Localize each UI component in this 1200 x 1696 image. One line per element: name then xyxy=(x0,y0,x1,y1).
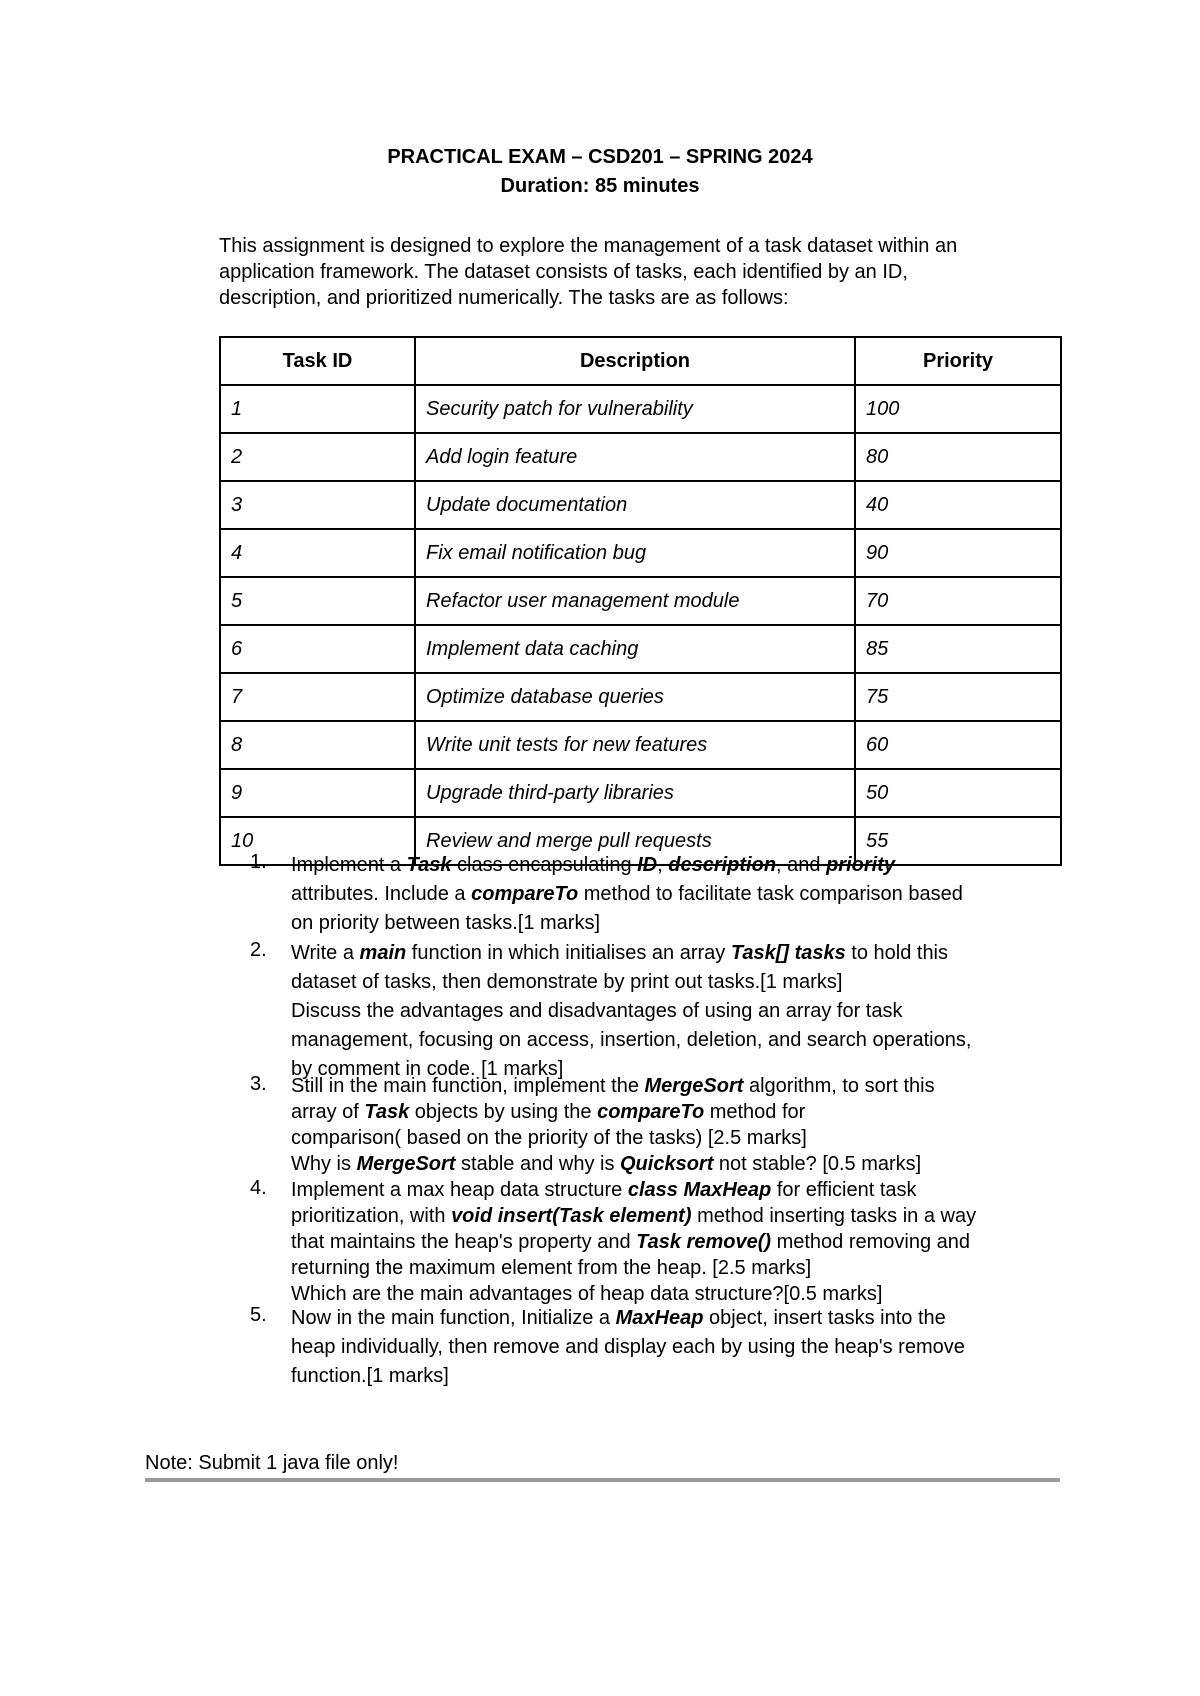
text-segment: prioritization, with xyxy=(291,1205,452,1227)
code-term: description xyxy=(668,854,777,876)
text-segment: Which are the main advantages of heap data structure?[0.5 marks] xyxy=(291,1283,883,1305)
question-line xyxy=(291,997,1091,1026)
cell-priority: 70 xyxy=(855,577,1061,625)
intro-line: This assignment is designed to explore the management of a task dataset within an xyxy=(219,235,958,257)
question-body xyxy=(291,1073,1091,1177)
text-segment: function in which initialises an array xyxy=(406,942,731,964)
code-term: Task xyxy=(364,1101,410,1123)
cell-task-id: 4 xyxy=(220,529,415,577)
text-segment: function.[1 marks] xyxy=(291,1365,449,1387)
code-term: main xyxy=(359,942,407,964)
cell-task-id: 6 xyxy=(220,625,415,673)
cell-task-id: 10 xyxy=(220,817,415,865)
header-task-id: Task ID xyxy=(220,337,415,385)
text-segment: object, insert tasks into the xyxy=(703,1307,946,1329)
code-term: Task[] tasks xyxy=(730,942,846,964)
question-number: 3. xyxy=(250,1073,267,1095)
code-term: ID xyxy=(637,854,658,876)
cell-description: Refactor user management module xyxy=(415,577,855,625)
cell-task-id: 5 xyxy=(220,577,415,625)
text-segment: objects by using the xyxy=(409,1101,598,1123)
text-segment: algorithm, to sort this xyxy=(743,1075,935,1097)
header-priority: Priority xyxy=(855,337,1061,385)
table-row xyxy=(220,385,1061,433)
text-segment: method for xyxy=(704,1101,806,1123)
cell-task-id: 2 xyxy=(220,433,415,481)
table-row xyxy=(220,529,1061,577)
question-line xyxy=(291,1125,1091,1151)
text-segment: on priority between tasks.[1 marks] xyxy=(291,912,601,934)
cell-description: Fix email notification bug xyxy=(415,529,855,577)
table-row xyxy=(220,481,1061,529)
text-segment: , and xyxy=(776,854,827,876)
cell-priority: 80 xyxy=(855,433,1061,481)
question-line xyxy=(291,968,1091,997)
intro-line: application framework. The dataset consists of tasks, each identified by an ID, xyxy=(219,261,908,283)
cell-task-id: 1 xyxy=(220,385,415,433)
question-body xyxy=(291,939,1091,1084)
table-row xyxy=(220,433,1061,481)
table-row xyxy=(220,673,1061,721)
question-number: 2. xyxy=(250,939,267,961)
text-segment: to hold this xyxy=(845,942,949,964)
text-segment: that maintains the heap's property and xyxy=(291,1231,637,1253)
text-segment: Still in the main function, implement the xyxy=(291,1075,645,1097)
question-line xyxy=(291,939,1091,968)
code-term: MergeSort xyxy=(356,1153,456,1175)
cell-priority: 90 xyxy=(855,529,1061,577)
question-line xyxy=(291,1177,1091,1203)
question-line xyxy=(291,1255,1091,1281)
text-segment: method inserting tasks in a way xyxy=(691,1205,977,1227)
cell-priority: 100 xyxy=(855,385,1061,433)
question-line xyxy=(291,1229,1091,1255)
question-line xyxy=(291,851,1091,880)
question-number: 5. xyxy=(250,1304,267,1326)
text-segment: Why is xyxy=(291,1153,357,1175)
text-segment: Implement a xyxy=(291,854,407,876)
text-segment: Discuss the advantages and disadvantages of using an array for task xyxy=(291,1000,903,1022)
question-line xyxy=(291,1362,1091,1391)
question-number: 4. xyxy=(250,1177,267,1199)
question-body xyxy=(291,1304,1091,1391)
cell-priority: 55 xyxy=(855,817,1061,865)
intro-line: description, and prioritized numerically. The tasks are as follows: xyxy=(219,287,789,309)
code-term: compareTo xyxy=(597,1101,705,1123)
text-segment: attributes. Include a xyxy=(291,883,472,905)
table-row xyxy=(220,625,1061,673)
question-line xyxy=(291,1333,1091,1362)
text-segment: method to facilitate task comparison based xyxy=(578,883,963,905)
cell-task-id: 3 xyxy=(220,481,415,529)
code-term: priority xyxy=(826,854,895,876)
submission-note: Note: Submit 1 java file only! xyxy=(145,1452,399,1474)
text-segment: Write a xyxy=(291,942,360,964)
question-body xyxy=(291,1177,1091,1307)
text-segment: not stable? [0.5 marks] xyxy=(713,1153,922,1175)
question-line xyxy=(291,909,1091,938)
table-row xyxy=(220,577,1061,625)
cell-priority: 60 xyxy=(855,721,1061,769)
cell-description: Update documentation xyxy=(415,481,855,529)
code-term: MergeSort xyxy=(644,1075,744,1097)
question-line xyxy=(291,1304,1091,1333)
code-term: Quicksort xyxy=(620,1153,714,1175)
text-segment: dataset of tasks, then demonstrate by print out tasks.[1 marks] xyxy=(291,971,843,993)
question-line xyxy=(291,1026,1091,1055)
table-header-row xyxy=(220,337,1061,385)
cell-description: Upgrade third-party libraries xyxy=(415,769,855,817)
exam-title: PRACTICAL EXAM – CSD201 – SPRING 2024 xyxy=(387,146,813,168)
cell-description: Optimize database queries xyxy=(415,673,855,721)
question-line xyxy=(291,1203,1091,1229)
intro-paragraph xyxy=(219,233,1079,311)
table-row xyxy=(220,721,1061,769)
text-segment: comparison( based on the priority of the tasks) [2.5 marks] xyxy=(291,1127,807,1149)
code-term: Task remove() xyxy=(636,1231,772,1253)
text-segment: Implement a max heap data structure xyxy=(291,1179,628,1201)
text-segment: returning the maximum element from the heap. [2.5 marks] xyxy=(291,1257,812,1279)
code-term: compareTo xyxy=(471,883,579,905)
text-segment: management, focusing on access, insertion, deletion, and search operations, xyxy=(291,1029,972,1051)
question-body xyxy=(291,851,1091,938)
task-table xyxy=(219,336,1062,866)
text-segment: array of xyxy=(291,1101,365,1123)
code-term: MaxHeap xyxy=(615,1307,704,1329)
code-term: class MaxHeap xyxy=(627,1179,772,1201)
cell-description: Security patch for vulnerability xyxy=(415,385,855,433)
cell-description: Write unit tests for new features xyxy=(415,721,855,769)
question-line xyxy=(291,880,1091,909)
cell-description: Add login feature xyxy=(415,433,855,481)
code-term: Task xyxy=(406,854,452,876)
cell-task-id: 9 xyxy=(220,769,415,817)
text-segment: by comment in code. [1 marks] xyxy=(291,1058,564,1080)
question-line xyxy=(291,1151,1091,1177)
text-segment: method removing and xyxy=(771,1231,971,1253)
text-segment: for efficient task xyxy=(771,1179,917,1201)
cell-priority: 50 xyxy=(855,769,1061,817)
text-segment: stable and why is xyxy=(455,1153,620,1175)
header-description: Description xyxy=(415,337,855,385)
cell-description: Implement data caching xyxy=(415,625,855,673)
cell-task-id: 8 xyxy=(220,721,415,769)
cell-description: Review and merge pull requests xyxy=(415,817,855,865)
code-term: void insert(Task element) xyxy=(451,1205,692,1227)
question-line xyxy=(291,1099,1091,1125)
question-number: 1. xyxy=(250,851,267,873)
table-row xyxy=(220,769,1061,817)
bottom-rule xyxy=(145,1478,1060,1482)
cell-priority: 75 xyxy=(855,673,1061,721)
text-segment: Now in the main function, Initialize a xyxy=(291,1307,616,1329)
exam-duration: Duration: 85 minutes xyxy=(500,175,700,197)
question-line xyxy=(291,1073,1091,1099)
cell-priority: 85 xyxy=(855,625,1061,673)
cell-priority: 40 xyxy=(855,481,1061,529)
text-segment: class encapsulating xyxy=(451,854,638,876)
text-segment: , xyxy=(657,854,669,876)
cell-task-id: 7 xyxy=(220,673,415,721)
text-segment: heap individually, then remove and display each by using the heap's remove xyxy=(291,1336,965,1358)
